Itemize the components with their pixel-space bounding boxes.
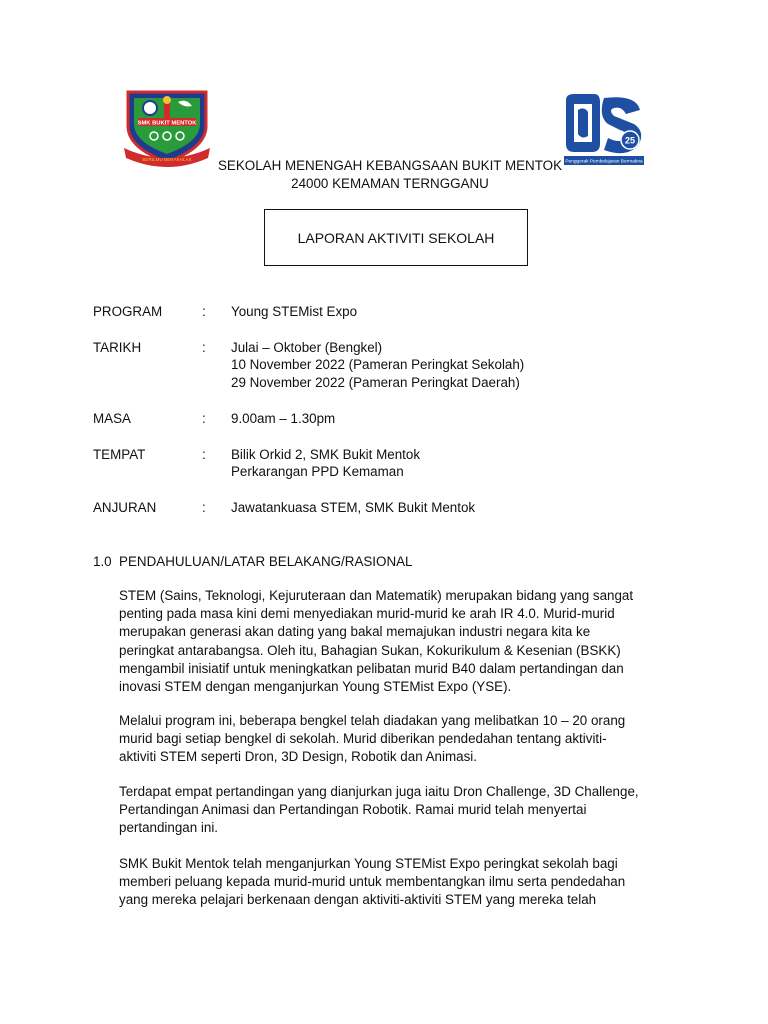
- paragraph-line: Pertandingan Animasi dan Pertandingan Robotik. Ramai murid telah menyertai: [119, 802, 587, 818]
- detail-value-date: 10 November 2022 (Pameran Peringkat Sekolah): [231, 357, 525, 372]
- school-logo-motto: BERILMU BERAKHLAK: [142, 157, 192, 162]
- paragraph-line: inovasi STEM dengan menganjurkan Young STEMist Expo (YSE).: [119, 679, 512, 695]
- paragraph-line: SMK Bukit Mentok telah menganjurkan Young STEMist Expo peringkat sekolah bagi: [119, 856, 618, 871]
- school-name: SEKOLAH MENENGAH KEBANGSAAN BUKIT MENTOK: [217, 158, 563, 173]
- paragraph-line: Terdapat empat pertandingan yang dianjurkan juga iaitu Dron Challenge, 3D Challenge,: [119, 784, 639, 799]
- paragraph-line: peringkat antarabangsa. Oleh itu, Bahagian Sukan, Kokurikulum & Kesenian (BSKK): [119, 642, 621, 658]
- detail-value-venue: Bilik Orkid 2, SMK Bukit Mentok: [231, 447, 421, 462]
- detail-value-date: 29 November 2022 (Pameran Peringkat Daerah): [231, 375, 520, 390]
- detail-colon: :: [202, 411, 206, 426]
- paragraph-2: [119, 712, 679, 767]
- school-logo-text: SMK BUKIT MENTOK: [137, 120, 197, 127]
- paragraph-4: [119, 855, 679, 910]
- report-title-box: [264, 209, 528, 266]
- paragraph-line: memberi peluang kepada murid-murid untuk membentangkan ilmu serta pendedahan: [119, 874, 626, 890]
- report-title: LAPORAN AKTIVITI SEKOLAH: [297, 229, 495, 246]
- paragraph-line: aktiviti STEM seperti Dron, 3D Design, Robotik dan Animasi.: [119, 749, 477, 765]
- paragraph-1: [119, 587, 679, 696]
- detail-label-time: MASA: [93, 411, 131, 426]
- detail-value-program: Young STEMist Expo: [231, 304, 358, 319]
- program-logo-caption: Penggerak Pembelajaran Bermakna: [565, 159, 643, 165]
- detail-label-program: PROGRAM: [93, 304, 163, 319]
- detail-label-venue: TEMPAT: [93, 447, 146, 462]
- detail-colon: :: [202, 304, 206, 319]
- detail-label-organizer: ANJURAN: [93, 500, 157, 515]
- paragraph-line: STEM (Sains, Teknologi, Kejuruteraan dan Matematik) merupakan bidang yang sangat: [119, 588, 634, 603]
- detail-colon: :: [202, 447, 206, 462]
- paragraph-line: merupakan generasi akan dating yang bakal memajukan industri negara kita ke: [119, 624, 591, 640]
- paragraph-line: Melalui program ini, beberapa bengkel telah diadakan yang melibatkan 10 – 20 orang: [119, 713, 626, 728]
- detail-colon: :: [202, 500, 206, 515]
- paragraph-line: mengambil inisiatif untuk meningkatkan pelibatan murid B40 dalam pertandingan dan: [119, 660, 624, 676]
- detail-value-venue: Perkarangan PPD Kemaman: [231, 464, 404, 479]
- paragraph-line: pertandingan ini.: [119, 820, 219, 836]
- program-logo-number: 25: [624, 135, 636, 146]
- paragraph-line: murid bagi setiap bengkel di sekolah. Murid diberikan pendedahan tentang aktiviti-: [119, 731, 607, 747]
- paragraph-3: [119, 783, 679, 838]
- school-address: 24000 KEMAMAN TERNGGANU: [291, 176, 489, 191]
- detail-value-date: Julai – Oktober (Bengkel): [231, 340, 383, 355]
- paragraph-line: yang mereka pelajari berkenaan dengan aktiviti-aktiviti STEM yang mereka telah: [119, 892, 597, 908]
- detail-value-time: 9.00am – 1.30pm: [231, 411, 336, 426]
- section-heading: 1.0 PENDAHULUAN/LATAR BELAKANG/RASIONAL: [93, 554, 413, 569]
- detail-label-date: TARIKH: [93, 340, 142, 355]
- detail-value-organizer: Jawatankuasa STEM, SMK Bukit Mentok: [231, 500, 476, 515]
- paragraph-line: penting pada masa kini demi menyediakan murid-murid ke arah IR 4.0. Murid-murid: [119, 606, 615, 622]
- detail-colon: :: [202, 340, 206, 355]
